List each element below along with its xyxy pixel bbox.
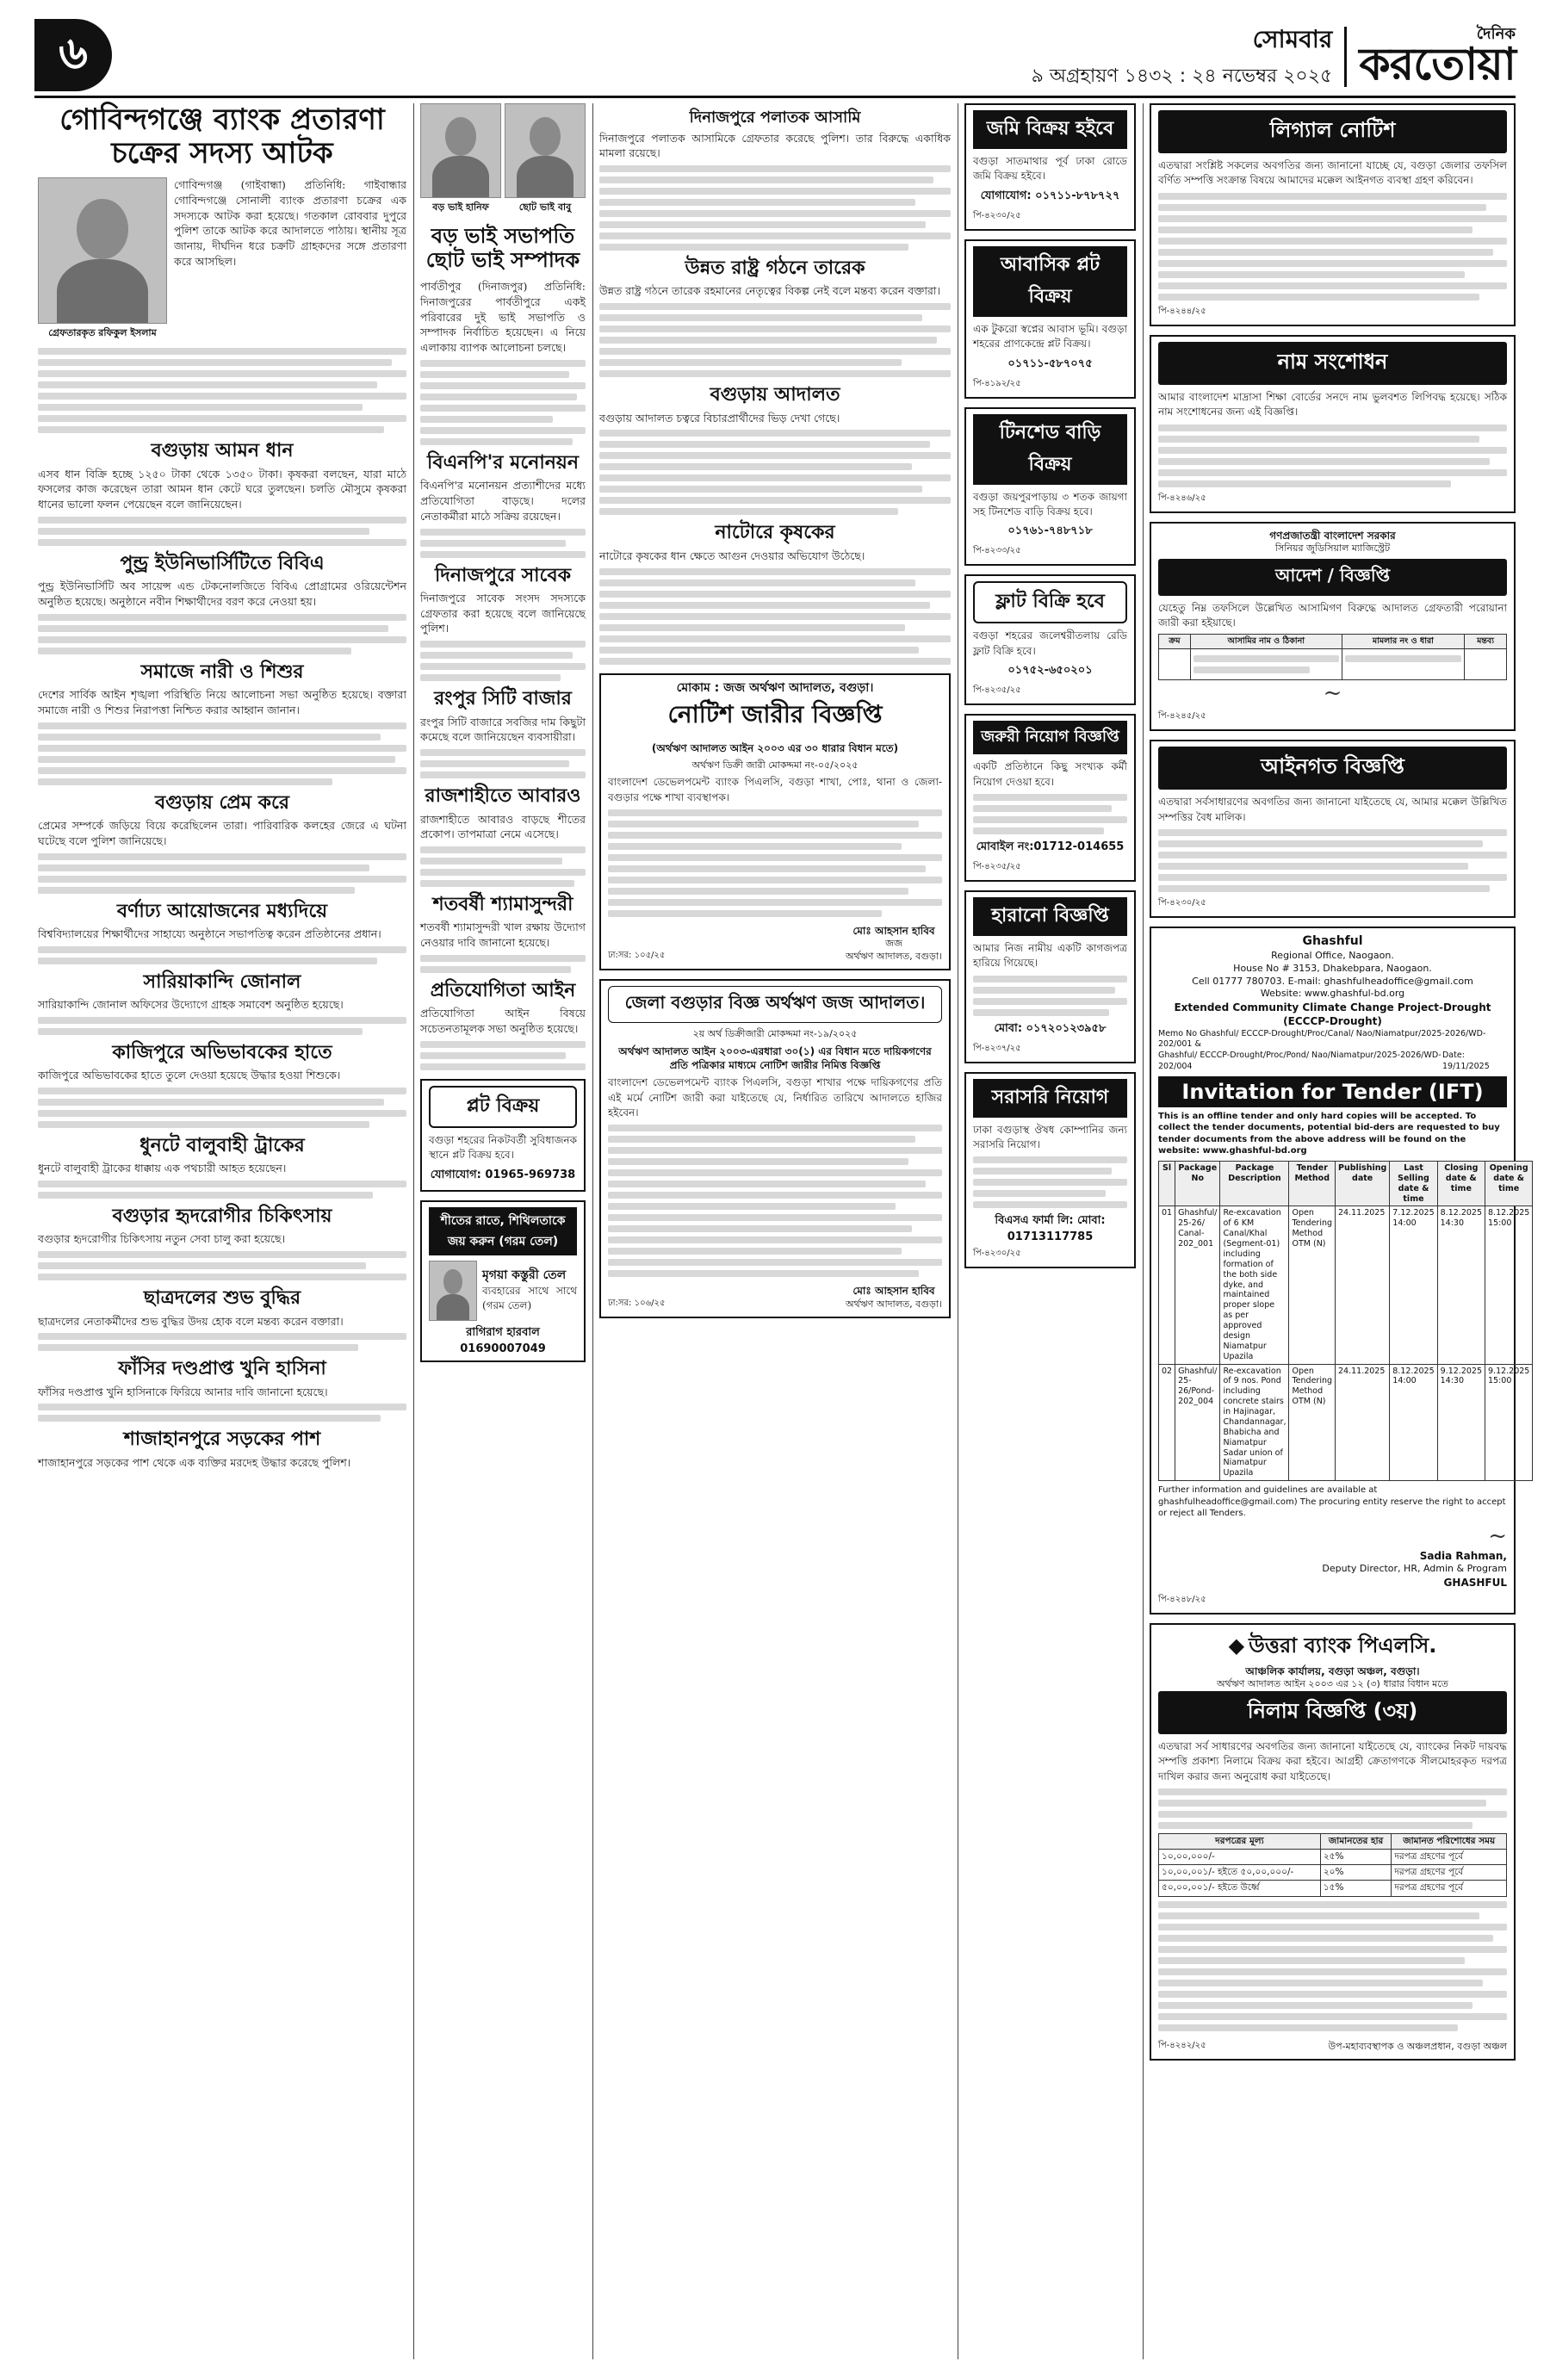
signatory-org: GHASHFUL <box>1443 1576 1507 1589</box>
table-row <box>1159 1865 1507 1881</box>
table-row <box>1159 649 1507 680</box>
notice-body: এতদ্বারা সংশ্লিষ্ট সকলের অবগতির জন্য জানানো যাচ্ছে যে, বগুড়া জেলার তফসিল বর্ণিত সম্পত্তি সংক্রান্ত বিষয়ে আমাদের মক্কেল আইনগত ব্যবস্থা গ্রহণ করিবেন। <box>1158 159 1507 187</box>
ad-filler <box>973 976 1127 1016</box>
ad-contact: মোবা: ০১৭২০১২৩৯৫৮ <box>994 1021 1107 1035</box>
story-body: দিনাজপুরে পলাতক আসামিকে গ্রেফতার করেছে পুলিশ। তার বিরুদ্ধে একাধিক মামলা রয়েছে। <box>599 131 951 160</box>
org-office: Regional Office, Naogaon. <box>1271 949 1394 961</box>
deer-icon <box>429 1261 477 1321</box>
story-filler <box>599 568 951 665</box>
photo-elder-brother <box>420 103 501 198</box>
ad-tinshed-house <box>964 407 1136 567</box>
story-filler <box>420 846 586 887</box>
story-body: কাজিপুরে অভিভাবকের হাতে তুলে দেওয়া হয়েছে উদ্ধার হওয়া শিশুকে। <box>38 1069 341 1082</box>
story-filler <box>420 1041 586 1070</box>
table-row <box>1159 1206 1533 1364</box>
column-rule <box>413 103 414 2359</box>
ad-lost-notice <box>964 890 1136 1063</box>
story-title: বগুড়ায় আদালত <box>710 384 840 406</box>
table-cell: 8.12.2025 14:30 <box>1437 1206 1485 1364</box>
table-cell: 01 <box>1159 1206 1175 1364</box>
story-title: বগুড়ার হৃদরোগীর চিকিৎসায় <box>112 1205 332 1228</box>
story-filler <box>38 1333 406 1351</box>
story-title: রংপুর সিটি বাজার <box>434 688 572 710</box>
story-filler <box>38 1251 406 1280</box>
memo-2: Ghashful/ ECCCP-Drought/Proc/Pond/ Nao/Niamatpur/2025-2026/WD-202/004 <box>1158 1051 1442 1072</box>
ad-title: টিনশেড বাড়ি বিক্রয় <box>973 414 1127 485</box>
ad-title: হারানো বিজ্ঞপ্তি <box>973 897 1127 936</box>
notice-ref: ঢা:সর: ১০৬/২৫ <box>608 1298 666 1308</box>
order-table <box>1158 634 1507 680</box>
notice-body: বাংলাদেশ ডেভেলপমেন্ট ব্যাংক পিএলসি, বগুড়া শাখা, পোঃ, থানা ও জেলা-বগুড়ার পক্ষে শাখা ব্যবস্থাপক। <box>608 776 942 803</box>
notice-ref: পি-৪২৪৬/২৫ <box>1158 493 1206 503</box>
bank-law: অর্থঋণ আদালত আইন ২০০৩ এর ১২ (৩) ধারার বিধান মতে <box>1217 1678 1448 1690</box>
legal-notice-2 <box>1150 740 1516 918</box>
ad-plot-sale <box>420 1079 586 1192</box>
notice-filler <box>1158 829 1507 892</box>
ad-body: বগুড়া জয়পুরপাড়ায় ৩ শতক জায়গা সহ টিনশেড বাড়ি বিক্রয় হবে। <box>973 490 1127 518</box>
court-notice-2 <box>599 979 951 1317</box>
auction-filler <box>1158 1901 1507 2031</box>
story-body: পুন্ড্র ইউনিভার্সিটি অব সায়েন্স এন্ড টেকনোলজিতে বিবিএ প্রোগ্রামের ওরিয়েন্টেশন অনুষ্ঠিত হয়েছে। অনুষ্ঠানে নবীন শিক্ষার্থীদের বরণ করে নেওয়া হয়। <box>38 580 406 608</box>
bank-signatory: উপ-মহাব্যবস্থাপক ও অঞ্চলপ্রধান, বগুড়া অঞ্চল <box>1328 2040 1507 2052</box>
ad-contact: ০১৭৬১-৭৪৮৭১৮ <box>1008 524 1093 538</box>
notice-ref: পি-৪২৩০/২৫ <box>1158 898 1206 908</box>
notice-filler <box>1158 425 1507 487</box>
story-body: বিশ্ববিদ্যালয়ের শিক্ষার্থীদের সাহায্যে অনুষ্ঠানে সভাপতিত্ব করেন প্রতিষ্ঠানের প্রধান। <box>38 927 381 940</box>
table-cell: 24.11.2025 <box>1336 1206 1390 1364</box>
table-cell: 8.12.2025 14:00 <box>1390 1364 1437 1481</box>
table-cell: ১০,০০,০০০/- <box>1159 1850 1321 1865</box>
org-name: Ghashful <box>1302 934 1363 949</box>
table-cell: ৫০,০০,০০১/- হইতে উর্ধ্বে <box>1159 1881 1321 1896</box>
table-header-cell: Package Description <box>1220 1161 1289 1206</box>
table-header-cell: মামলার নং ও ধারা <box>1342 635 1464 649</box>
story-filler <box>420 955 586 973</box>
table-cell: 02 <box>1159 1364 1175 1481</box>
table-header-cell: Publishing date <box>1336 1161 1390 1206</box>
ad-title: জরুরী নিয়োগ বিজ্ঞপ্তি <box>973 721 1127 754</box>
ad-ref: পি-৪২৩৫/২৫ <box>973 861 1021 871</box>
ad-ref: পি-৪১৯২/২৫ <box>973 378 1021 388</box>
photo-younger-brother <box>505 103 586 198</box>
story-filler <box>420 529 586 558</box>
org-address: House No # 3153, Dhakebpara, Naogaon. <box>1233 962 1432 974</box>
table-header-cell: Sl <box>1159 1161 1175 1206</box>
magistrate-order <box>1150 522 1516 732</box>
table-header-cell: Opening date & time <box>1485 1161 1533 1206</box>
ad-residential-plot <box>964 239 1136 399</box>
ad-body: বগুড়া শহরের নিকটবর্তী সুবিধাজনক স্থানে প্লট বিক্রয় হবে। <box>429 1133 577 1162</box>
bank-office: আঞ্চলিক কার্যালয়, বগুড়া অঞ্চল, বগুড়া। <box>1245 1664 1420 1677</box>
story-filler <box>599 430 951 515</box>
ad-tagline: ব্যবহারের সাথে সাথে (গরম তেল) <box>482 1284 577 1311</box>
table-cell: ২৫% <box>1320 1850 1392 1865</box>
notice-subtitle: (অর্থঋণ আদালত আইন ২০০৩ এর ৩০ ধারার বিধান মতে) <box>651 742 899 755</box>
notice-filler <box>608 809 942 917</box>
notice-title: আইনগত বিজ্ঞপ্তি <box>1158 747 1507 790</box>
story-filler <box>38 946 406 964</box>
table-header-cell: Tender Method <box>1289 1161 1336 1206</box>
story-body: ফাঁসির দণ্ডপ্রাপ্ত খুনি হাসিনাকে ফিরিয়ে আনার দাবি জানানো হয়েছে। <box>38 1385 328 1398</box>
ad-contact: যোগাযোগ: 01965-969738 <box>430 1168 576 1181</box>
ad-contact: রাগিরাগ হারবাল 01690007049 <box>460 1325 546 1355</box>
judge-title: জজ <box>885 938 902 950</box>
ad-filler <box>973 1156 1127 1208</box>
ad-body: ঢাকা বগুড়াস্থ ঔষধ কোম্পানির জন্য সরাসরি নিয়োগ। <box>973 1123 1127 1151</box>
notice-body: যেহেতু নিম্ন তফসিলে উল্লেখিত আসামিগণ বিরুদ্ধে আদালত গ্রেফতারী পরোয়ানা জারী করা হইয়াছে। <box>1158 601 1507 629</box>
ad-title: জমি বিক্রয় হইবে <box>973 110 1127 149</box>
story-title: বর্ণাঢ্য আয়োজনের মধ্যদিয়ে <box>116 900 328 922</box>
story-title: সারিয়াকান্দি জোনাল <box>143 970 301 993</box>
memo-1: Memo No Ghashful/ ECCCP-Drought/Proc/Canal/ Nao/Niamatpur/2025-2026/WD-202/001 & <box>1158 1028 1486 1050</box>
story-title: শতবর্ষী শ্যামাসুন্দরী <box>432 894 574 915</box>
table-cell: 8.12.2025 15:00 <box>1485 1206 1533 1364</box>
table-cell: ১০,০০,০০১/- হইতে ৫০,০০,০০০/- <box>1159 1865 1321 1881</box>
notice-title: লিগ্যাল নোটিশ <box>1158 110 1507 153</box>
signatory-title: Deputy Director, HR, Admin & Program <box>1322 1562 1507 1574</box>
table-header-cell: Package No <box>1175 1161 1220 1206</box>
story-title: বিএনপি'র মনোনয়ন <box>427 451 579 474</box>
judge-name: মোঃ আহসান হাবিব <box>852 1285 935 1298</box>
memo-date: Date: 19/11/2025 <box>1442 1051 1490 1072</box>
table-header-cell: জামানত পরিশোধের সময় <box>1392 1834 1507 1850</box>
notice-title: নাম সংশোধন <box>1158 342 1507 385</box>
ad-title: আবাসিক প্লট বিক্রয় <box>973 246 1127 317</box>
judge-name: মোঃ আহসান হাবিব <box>852 925 935 938</box>
story-title: দিনাজপুরে পলাতক আসামি <box>689 108 861 127</box>
column-2 <box>420 103 586 1371</box>
ad-contact: ০১৭৫২-৬৫০২০১ <box>1008 664 1093 678</box>
gov-office: সিনিয়র জুডিসিয়াল ম্যাজিস্ট্রেট <box>1274 542 1391 554</box>
story-filler <box>38 517 406 546</box>
bank-logo-icon: ◆ <box>1228 1633 1245 1658</box>
story-body: ধুনটে বালুবাহী ট্রাকের ধাক্কায় এক পথচারী আহত হয়েছেন। <box>38 1162 287 1175</box>
signature: ~ <box>1488 1522 1507 1549</box>
ift-intro: This is an offline tender and only hard copies will be accepted. To collect the tender documents, potential bid-ders are requested to buy tender documents from the above address will be found on the website: www.ghashful-bd.org <box>1158 1111 1500 1156</box>
ad-title: প্লট বিক্রয় <box>429 1086 577 1128</box>
table-header-cell: Last Selling date & time <box>1390 1161 1437 1206</box>
table-cell: Re-excavation of 6 KM Canal/Khal (Segment-01) including formation of the both side dyke, and maintained proper slope as per approved design Niamatpur Upazila <box>1220 1206 1289 1364</box>
story-body: দিনাজপুরে সাবেক সংসদ সদস্যকে গ্রেফতার করা হয়েছে বলে জানিয়েছে পুলিশ। <box>420 591 586 635</box>
lead-photo <box>38 177 167 324</box>
table-cell: 9.12.2025 15:00 <box>1485 1364 1533 1481</box>
ad-ref: পি-৪২৩৩/২৫ <box>973 546 1021 556</box>
ad-land-sale <box>964 103 1136 231</box>
table-cell: দরপত্র গ্রহণের পূর্বে <box>1392 1865 1507 1881</box>
story-filler <box>38 722 406 785</box>
masthead <box>34 15 1516 98</box>
table-header-row <box>1159 635 1507 649</box>
story-title: প্রতিযোগিতা আইন <box>430 979 576 1001</box>
tender-table <box>1158 1161 1533 1481</box>
ad-contact: বিএসএ ফার্মা লি: মোবা: 01713117785 <box>995 1214 1106 1244</box>
table-cell: Open Tendering Method OTM (N) <box>1289 1364 1336 1481</box>
judge-court: অর্থঋণ আদালত, বগুড়া। <box>846 951 942 963</box>
table-header-cell: জামানতের হার <box>1320 1834 1392 1850</box>
ad-body: আমার নিজ নামীয় একটি কাগজপত্র হারিয়ে গিয়েছে। <box>973 941 1127 970</box>
column-5-notices <box>1150 103 1530 2069</box>
story-body: বগুড়ার হৃদরোগীর চিকিৎসায় নতুন সেবা চালু করা হয়েছে। <box>38 1232 286 1246</box>
column-rule <box>592 103 593 2359</box>
lead-photo-caption: গ্রেফতারকৃত রফিকুল ইসলাম <box>48 327 157 339</box>
auction-filler <box>1158 1788 1507 1829</box>
story-filler <box>38 1181 406 1199</box>
ad-title: সরাসরি নিয়োগ <box>973 1079 1127 1118</box>
ad-direct-recruitment <box>964 1072 1136 1269</box>
ad-contact: মোবাইল নং:01712-014655 <box>976 840 1125 853</box>
story-title: উন্নত রাষ্ট্র গঠনে তারেক <box>685 257 865 280</box>
story-title: সমাজে নারী ও শিশুর <box>140 660 304 683</box>
notice-body: এতদ্বারা সর্বসাধারণের অবগতির জন্য জানানো যাইতেছে যে, আমার মক্কেল উল্লিখিত সম্পত্তির বৈধ মালিক। <box>1158 796 1507 823</box>
story-title: দিনাজপুরে সাবেক <box>435 564 571 586</box>
story-body: প্রেমের সম্পর্কে জড়িয়ে বিয়ে করেছিলেন তারা। পারিবারিক কলহের জেরে এ ঘটনা ঘটেছে বলে পুলিশ জানিয়েছে। <box>38 819 406 847</box>
story-filler <box>420 749 586 778</box>
column-rule <box>1143 103 1144 2359</box>
story-body: পার্বতীপুর (দিনাজপুর) প্রতিনিধি: দিনাজপুরের পার্বতীপুরে একই পরিবারের দুই ভাই সভাপতি ও সম্পাদক নির্বাচিত হয়েছেন। এ নিয়ে এলাকায় ব্যাপক আলোচনা চলছে। <box>420 280 586 355</box>
notice-case: অর্থঋণ ডিক্রী জারী মোকদ্দমা নং-০৫/২০২৫ <box>691 759 859 771</box>
notice-ref: ঢা:সর: ১০৫/২৫ <box>608 951 666 961</box>
table-cell: ২০% <box>1320 1865 1392 1881</box>
story-body: ছাত্রদলের নেতাকর্মীদের শুভ বুদ্ধির উদয় হোক বলে মন্তব্য করেন বক্তারা। <box>38 1314 344 1328</box>
story-filler <box>38 1017 406 1035</box>
table-header-row <box>1159 1834 1507 1850</box>
notice-court: মোকাম : জজ অর্থঋণ আদালত, বগুড়া। <box>676 680 874 695</box>
ad-contact: যোগাযোগ: ০১৭১১-৮৭৮৭২৭ <box>980 189 1120 202</box>
brand-logo: করতোয়া <box>1359 39 1516 90</box>
table-header-cell: মন্তব্য <box>1465 635 1507 649</box>
masthead-separator <box>1344 27 1347 87</box>
table-cell: 9.12.2025 14:30 <box>1437 1364 1485 1481</box>
story-filler <box>420 360 586 445</box>
story-title: রাজশাহীতে আবারও <box>425 785 581 808</box>
table-row <box>1159 1850 1507 1865</box>
issue-day: সোমবার <box>1252 25 1333 53</box>
table-header-cell: দরপত্রের মূল্য <box>1159 1834 1321 1850</box>
story-title: বগুড়ায় আমন ধান <box>151 440 294 462</box>
org-cell: Cell 01777 780703. E-mail: ghashfulheadoffice@gmail.com <box>1192 975 1473 987</box>
table-header-cell: ক্রম <box>1159 635 1191 649</box>
story-body: শাজাহানপুরে সড়কের পাশ থেকে এক ব্যক্তির মরদেহ উদ্ধার করেছে পুলিশ। <box>38 1455 351 1469</box>
notice-title: জেলা বগুড়ার বিজ্ঞ অর্থঋণ জজ আদালত। <box>608 986 942 1023</box>
notice-body: বাংলাদেশ ডেভেলপমেন্ট ব্যাংক পিএলসি, বগুড়া শাখার পক্ষে দায়িকগণের প্রতি এই মর্মে নোটিশ জারী করা যাইতেছে যে, নির্ধারিত তারিখে আদালতে হাজির হইবেন। <box>608 1076 942 1119</box>
story-filler <box>599 303 951 377</box>
story-body: রংপুর সিটি বাজারে সবজির দাম কিছুটা কমেছে বলে জানিয়েছেন ব্যবসায়ীরা। <box>420 715 586 744</box>
story-body: বগুড়ায় আদালত চত্বরে বিচারপ্রার্থীদের ভিড় দেখা গেছে। <box>599 411 840 425</box>
story-body: নাটোরে কৃষকের ধান ক্ষেতে আগুন দেওয়ার অভিযোগ উঠেছে। <box>599 549 865 562</box>
story-title: বগুড়ায় প্রেম করে <box>154 791 289 814</box>
bank-name: উত্তরা ব্যাংক পিএলসি. <box>1249 1633 1437 1658</box>
story-body: উন্নত রাষ্ট্র গঠনে তারেক রহমানের নেতৃত্বের বিকল্প নেই বলে মন্তব্য করেন বক্তারা। <box>599 284 940 298</box>
legal-notice <box>1150 103 1516 326</box>
uttara-bank-auction <box>1150 1623 1516 2061</box>
story-body: দেশের সার্বিক আইন শৃঙ্খলা পরিস্থিতি নিয়ে আলোচনা সভা অনুষ্ঠিত হয়েছে। বক্তারা সমাজে নারী ও শিশুর নিরাপত্তা নিশ্চিত করার আহ্বান জানান। <box>38 688 406 716</box>
story-filler <box>420 641 586 681</box>
issue-date: ৯ অগ্রহায়ণ ১৪৩২ : ২৪ নভেম্বর ২০২৫ <box>1031 65 1333 87</box>
table-cell: দরপত্র গ্রহণের পূর্বে <box>1392 1850 1507 1865</box>
notice-title: আদেশ / বিজ্ঞপ্তি <box>1158 559 1507 596</box>
story-filler <box>38 853 406 894</box>
lead-body-continued <box>38 348 406 433</box>
story-title: নাটোরে কৃষকের <box>715 522 835 544</box>
gov-header: গণপ্রজাতন্ত্রী বাংলাদেশ সরকার <box>1269 529 1396 542</box>
notice-ref: পি-৪২৪৪/২৫ <box>1158 306 1206 316</box>
lead-body: গোবিন্দগঞ্জ (গাইবান্ধা) প্রতিনিধি: গাইবান্ধার গোবিন্দগঞ্জে সোনালী ব্যাংক প্রতারণা চক্রের এক সদস্যকে আটক করা হয়েছে। গতকাল রোববার দুপুরে পুলিশ তাকে আটক করে আদালতে পাঠায়। স্থানীয় সূত্র জানায়, দীর্ঘদিন ধরে চক্রটি গ্রাহকদের সঙ্গে প্রতারণা করে আসছিল। <box>174 178 406 268</box>
story-headline: বড় ভাই সভাপতি ছোট ভাই সম্পাদক <box>425 224 580 272</box>
notice-filler <box>1158 193 1507 301</box>
project-name: Extended Community Climate Change Project-Drought (ECCCP-Drought) <box>1174 1001 1491 1028</box>
story-body: বিএনপি'র মনোনয়ন প্রত্যাশীদের মধ্যে প্রতিযোগিতা বাড়ছে। দলের নেতাকর্মীরা মাঠে সক্রিয় রয়েছেন। <box>420 479 586 523</box>
notice-ref: পি-৪২৪৫/২৫ <box>1158 711 1206 722</box>
ad-body: বগুড়া শহরের জলেশ্বরীতলায় রেডি ফ্লাট বিক্রি হবে। <box>973 629 1127 657</box>
ad-title: শীতের রাতে, শিথিলতাকে জয় করুন (গরম তেল) <box>429 1207 577 1255</box>
table-cell: 7.12.2025 14:00 <box>1390 1206 1437 1364</box>
ad-body: একটি প্রতিষ্ঠানে কিছু সংখ্যক কর্মী নিয়োগ দেওয়া হবে। <box>973 760 1127 788</box>
auction-body: এতদ্বারা সর্ব সাধারণের অবগতির জন্য জানানো যাইতেছে যে, ব্যাংকের নিকট দায়বদ্ধ সম্পত্তি প্রকাশ্য নিলামে বিক্রয় করা হইবে। আগ্রহী ক্রেতাগণকে সীলমোহরকৃত দরপত্র দাখিল করার জন্য অনুরোধ করা যাইতেছে। <box>1158 1739 1507 1782</box>
story-body: এসব ধান বিক্রি হচ্ছে ১২৫০ টাকা থেকে ১৩৫০ টাকা। কৃষকরা বলছেন, যারা মাঠে ফসলের কাজ করেছেন তারা আমন ধান কেটে ঘরে তুলছেন। চলতি মৌসুমে কৃষকরা ধানের ভালো ফলন পেয়েছেন বলে জানিয়েছেন। <box>38 467 406 511</box>
story-title: পুন্ড্র ইউনিভার্সিটিতে বিবিএ <box>120 552 325 574</box>
ad-title: ফ্লাট বিক্রি হবে <box>973 581 1127 623</box>
table-header-row <box>1159 1161 1533 1206</box>
table-cell: দরপত্র গ্রহণের পূর্বে <box>1392 1881 1507 1896</box>
masthead-right <box>1032 15 1516 98</box>
ad-contact: ০১৭১১-৫৮৭০৭৫ <box>1008 356 1093 370</box>
notice-subtitle: অর্থঋণ আদালত আইন ২০০৩-এরধারা ৩০(১) এর বিধান মতে দায়িকগণের প্রতি পত্রিকার মাধ্যমে নোটিশ জারীর নিমিত্ত বিজ্ঞপ্তি <box>618 1044 932 1072</box>
ad-body: এক টুকরো স্বপ্নের আবাস ভূমি। বগুড়া শহরের প্রাণকেন্দ্রে প্লট বিক্রয়। <box>973 322 1127 350</box>
org-website: Website: www.ghashful-bd.org <box>1260 988 1405 1000</box>
story-title: কাজিপুরে অভিভাবকের হাতে <box>112 1041 332 1063</box>
story-body: শতবর্ষী শ্যামাসুন্দরী খাল রক্ষায় উদ্যোগ নেওয়ার দাবি জানানো হয়েছে। <box>420 920 586 950</box>
name-correction-notice <box>1150 335 1516 513</box>
notice-filler <box>608 1125 942 1277</box>
notice-title: নোটিশ জারীর বিজ্ঞপ্তি <box>667 700 883 729</box>
table-cell: Open Tendering Method OTM (N) <box>1289 1206 1336 1364</box>
ad-product: মৃগয়া কস্তুরী তেল <box>482 1267 567 1282</box>
story-body: সারিয়াকান্দি জোনাল অফিসের উদ্যোগে গ্রাহক সমাবেশ অনুষ্ঠিত হয়েছে। <box>38 998 344 1012</box>
auction-title: নিলাম বিজ্ঞপ্তি (৩য়) <box>1158 1691 1507 1734</box>
table-row <box>1159 1364 1533 1481</box>
magistrate-signature: ~ <box>1323 680 1342 707</box>
story-body: প্রতিযোগিতা আইন বিষয়ে সচেতনতামূলক সভা অনুষ্ঠিত হয়েছে। <box>420 1007 586 1036</box>
notice-body: আমার বাংলাদেশ মাদ্রাসা শিক্ষা বোর্ডের সনদে নাম ভুলবশত লিপিবদ্ধ হয়েছে। সঠিক নাম সংশোধনের জন্য এই বিজ্ঞপ্তি। <box>1158 390 1507 418</box>
deposit-table <box>1158 1833 1507 1897</box>
ghashful-tender <box>1150 927 1530 1615</box>
column-1 <box>38 103 406 1471</box>
column-4-classifieds <box>964 103 1136 1277</box>
story-body: রাজশাহীতে আবারও বাড়ছে শীতের প্রকোপ। তাপমাত্রা নেমে এসেছে। <box>420 812 586 841</box>
photo-caption: ছোট ভাই বাবু <box>518 201 572 213</box>
story-title: ধুনটে বালুবাহী ট্রাকের <box>140 1134 305 1156</box>
ad-herbal-oil <box>420 1200 586 1362</box>
ad-filler <box>973 794 1127 834</box>
table-cell: ১৫% <box>1320 1881 1392 1896</box>
story-filler <box>38 1404 406 1422</box>
table-cell: 24.11.2025 <box>1336 1364 1390 1481</box>
table-cell: Ghashful/ 25-26/Pond-202_004 <box>1175 1364 1220 1481</box>
notice-case: ২য় অর্থ ডিক্রীজারী মোকদ্দমা নং-১৯/২০২৫ <box>692 1028 858 1040</box>
ift-title: Invitation for Tender (IFT) <box>1158 1076 1507 1107</box>
page-number: ৬ <box>34 19 112 91</box>
story-filler <box>599 165 951 251</box>
photo-caption: বড় ভাই হানিফ <box>432 201 489 213</box>
judge-court: অর্থঋণ আদালত, বগুড়া। <box>846 1298 942 1310</box>
table-row <box>1159 1881 1507 1896</box>
story-title: ফাঁসির দণ্ডপ্রাপ্ত খুনি হাসিনা <box>118 1358 326 1380</box>
ad-ref: পি-৪২৩০/২৫ <box>973 210 1021 220</box>
story-title: ছাত্রদলের শুভ বুদ্ধির <box>143 1287 301 1310</box>
column-3 <box>599 103 951 1327</box>
story-filler <box>38 1088 406 1128</box>
lead-headline: গোবিন্দগঞ্জে ব্যাংক প্রতারণা চক্রের সদস্য আটক <box>59 102 385 171</box>
ift-footer: Further information and guidelines are available at ghashfulheadoffice@gmail.com) The procuring entity reserve the right to accept or reject all Tenders. <box>1158 1485 1506 1519</box>
table-header-cell: Closing date & time <box>1437 1161 1485 1206</box>
story-filler <box>38 614 406 654</box>
signatory-name: Sadia Rahman, <box>1419 1549 1507 1562</box>
story-title: শাজাহানপুরে সড়কের পাশ <box>123 1429 321 1451</box>
table-cell: Ghashful/ 25-26/ Canal-202_001 <box>1175 1206 1220 1364</box>
notice-ref: পি-৪২৪৮/২৫ <box>1158 1594 1206 1604</box>
lead-story <box>38 177 406 344</box>
table-cell: Re-excavation of 9 nos. Pond including concrete stairs in Hajinagar, Chandannagar, Bhabicha and Niamatpur Sadar union of Niamatpur Upazila <box>1220 1364 1289 1481</box>
ad-ref: পি-৪২৩৭/২৫ <box>973 1043 1021 1053</box>
brand-prefix: দৈনিক <box>1476 25 1516 43</box>
ad-flat-sale <box>964 574 1136 705</box>
notice-ref: পি-৪২৪২/২৫ <box>1158 2040 1206 2050</box>
ad-urgent-recruitment <box>964 714 1136 882</box>
ad-body: বগুড়া সাতমাথার পূর্ব ঢাকা রোডে জমি বিক্রয় হইবে। <box>973 155 1127 183</box>
brothers-photos <box>420 103 586 218</box>
court-notice-1 <box>599 673 951 971</box>
ad-ref: পি-৪২৩৫/২৫ <box>973 685 1021 696</box>
table-header-cell: আসামির নাম ও ঠিকানা <box>1190 635 1342 649</box>
ad-ref: পি-৪২৩০/২৫ <box>973 1249 1021 1259</box>
